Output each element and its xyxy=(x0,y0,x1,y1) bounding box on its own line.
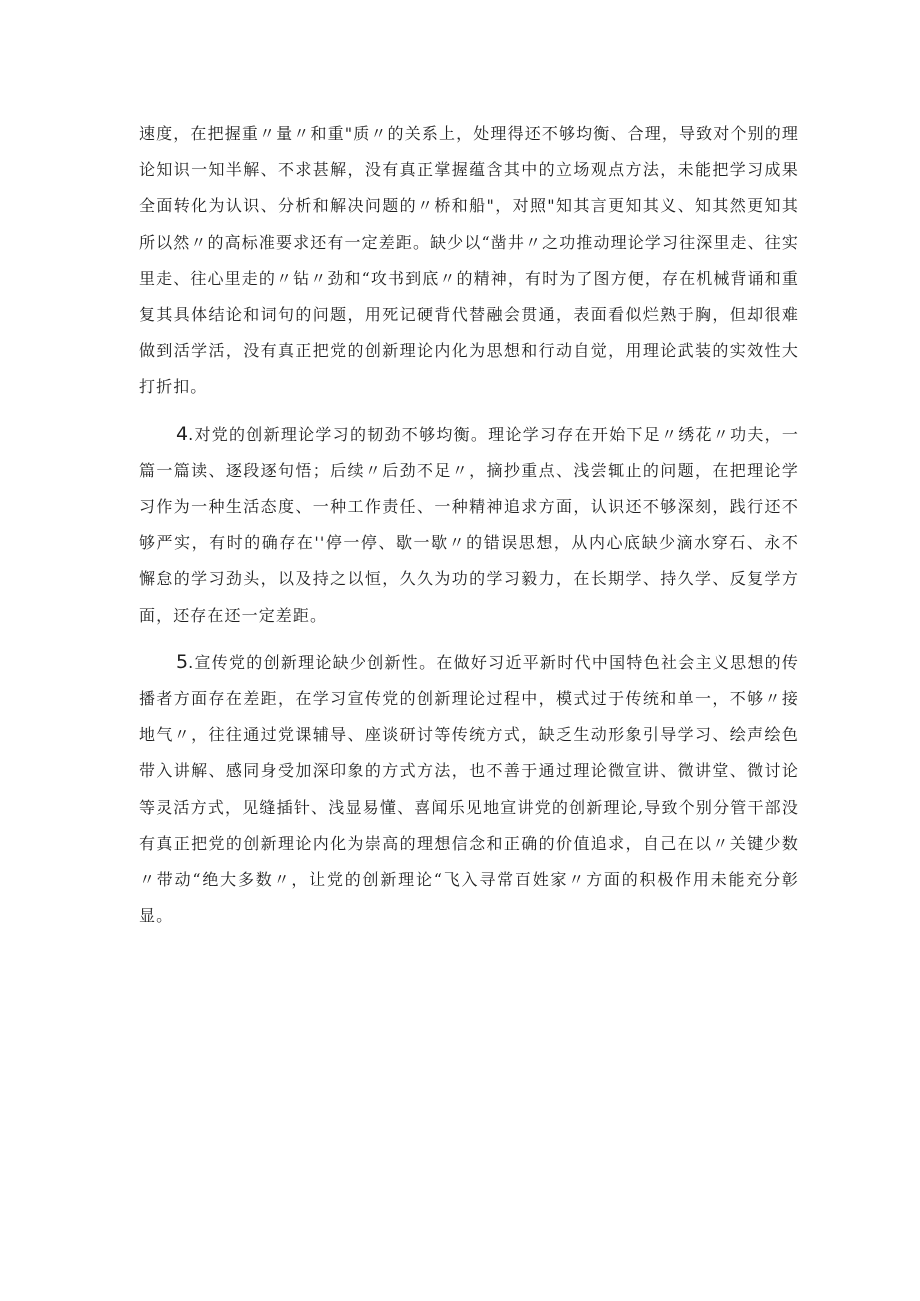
paragraph-text: .对党的创新理论学习的韧劲不够均衡。理论学习存在开始下足〃绣花〃功夫，一篇一篇读、逐段逐句悟；后续〃后劲不足〃，摘抄重点、浅尝辄止的问题，在把理论学习作为一种生活态度、一种工作责任、一种精神追求方面，认识还不够深刻，践行还不够严实，有时的确存在''停一停、歇一歇〃的错误思想，从内心底缺少滴水穿石、永不懈怠的学习劲头，以及持之以恒，久久为功的学习毅力，在长期学、持久学、反复学方面，还存在还一定差距。 xyxy=(139,424,799,625)
item-number: 5 xyxy=(176,650,189,673)
document-body xyxy=(139,116,799,934)
item-number: 4 xyxy=(176,422,189,445)
paragraph-item-4 xyxy=(139,416,799,634)
paragraph-text: .宣传党的创新理论缺少创新性。在做好习近平新时代中国特色社会主义思想的传播者方面存在差距，在学习宣传党的创新理论过程中，模式过于传统和单一，不够〃接地气〃，往往通过党课辅导、座谈研讨等传统方式，缺乏生动形象引导学习、绘声绘色带入讲解、感同身受加深印象的方式方法，也不善于通过理论微宣讲、微讲堂、微讨论等灵活方式，见缝插针、浅显易懂、喜闻乐见地宣讲党的创新理论,导致个别分管干部没有真正把党的创新理论内化为崇高的理想信念和正确的价值追求，自己在以〃关键少数〃带动“绝大多数〃，让党的创新理论“飞入寻常百姓家〃方面的积极作用未能充分彰显。 xyxy=(139,652,799,926)
paragraph-continuation xyxy=(139,116,799,406)
paragraph-item-5 xyxy=(139,644,799,935)
paragraph-text: 速度，在把握重〃量〃和重"质〃的关系上，处理得还不够均衡、合理，导致对个别的理论知识一知半解、不求甚解，没有真正掌握蕴含其中的立场观点方法，未能把学习成果全面转化为认识、分析和解决问题的〃桥和船"，对照"知其言更知其义、知其然更知其所以然〃的高标准要求还有一定差距。缺少以“凿井〃之功推动理论学习往深里走、往实里走、往心里走的〃钻〃劲和“攻书到底〃的精神，有时为了图方便，存在机械背诵和重复其具体结论和词句的问题，用死记硬背代替融会贯通，表面看似烂熟于胸，但却很难做到活学活，没有真正把党的创新理论内化为思想和行动自觉，用理论武装的实效性大打折扣。 xyxy=(139,124,799,397)
